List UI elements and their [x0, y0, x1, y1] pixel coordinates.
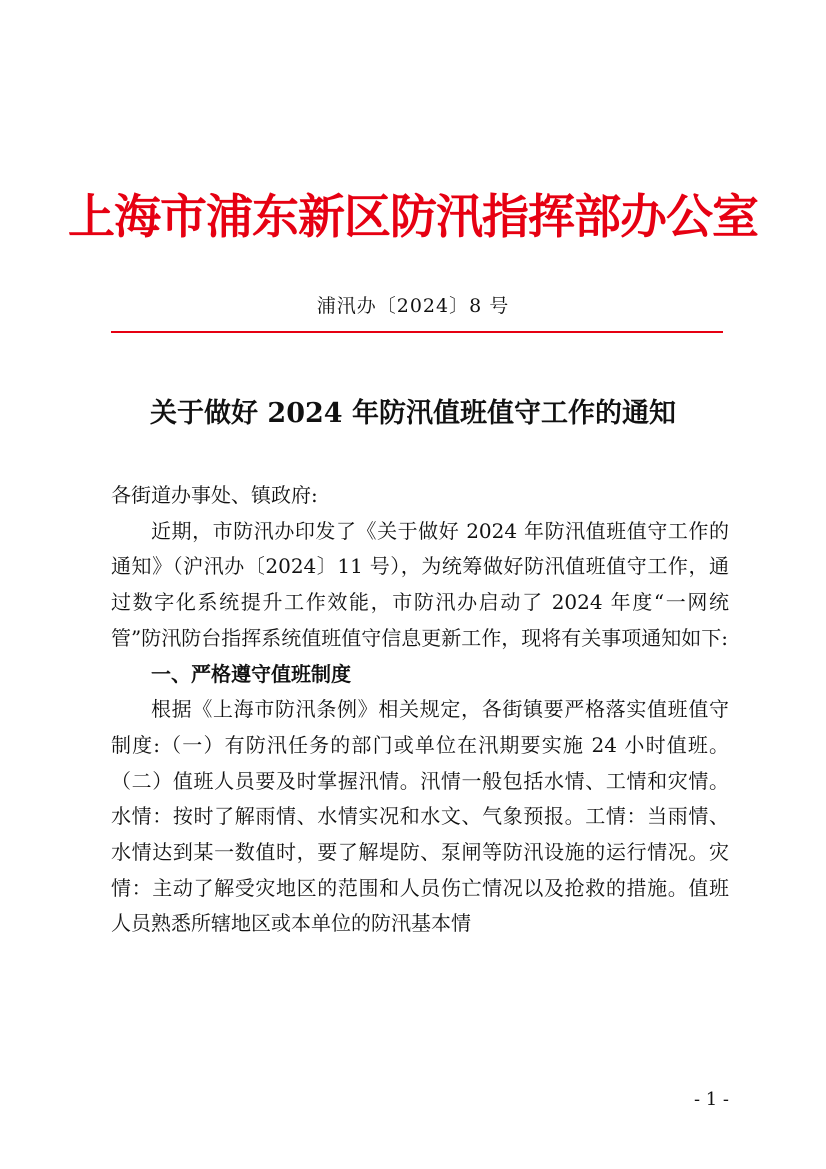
salutation: 各街道办事处、镇政府: — [111, 483, 318, 507]
masthead-title: 上海市浦东新区防汛指挥部办公室 — [68, 190, 758, 245]
page-number: - 1 - — [693, 1089, 729, 1110]
section-heading: 一、严格遵守值班制度 — [151, 661, 351, 686]
section-paragraph: 根据《上海市防汛条例》相关规定，各街镇要严格落实值班值守制度:（一）有防汛任务的部门或单位在汛期要实施 24 小时值班。（二）值班人员要及时掌握汛情。汛情一般包括水情、工情和灾情。水情：按时了解雨情、水情实况和水文、气象预报。工情：当雨情、水情达到某一数值时，要了解堤防、泵闸等防汛设施的运行情况。灾情：主动了解受灾地区的范围和人员伤亡情况以及抢救的措施。值班人员熟悉所辖地区或本单位的防汛基本情 — [111, 697, 729, 936]
red-divider-line — [111, 331, 723, 333]
document-number: 浦汛办〔2024〕8 号 — [316, 295, 510, 317]
intro-paragraph: 近期，市防汛办印发了《关于做好 2024 年防汛值班值守工作的通知》（沪汛办〔2024〕11 号），为统筹做好防汛值班值守工作，通过数字化系统提升工作效能，市防汛办启动了 2024 年度“一网统管”防汛防台指挥系统值班值守信息更新工作，现将有关事项通知如下: — [111, 518, 729, 650]
document-body — [111, 478, 729, 942]
document-title: 关于做好 2024 年防汛值班值守工作的通知 — [150, 398, 676, 429]
